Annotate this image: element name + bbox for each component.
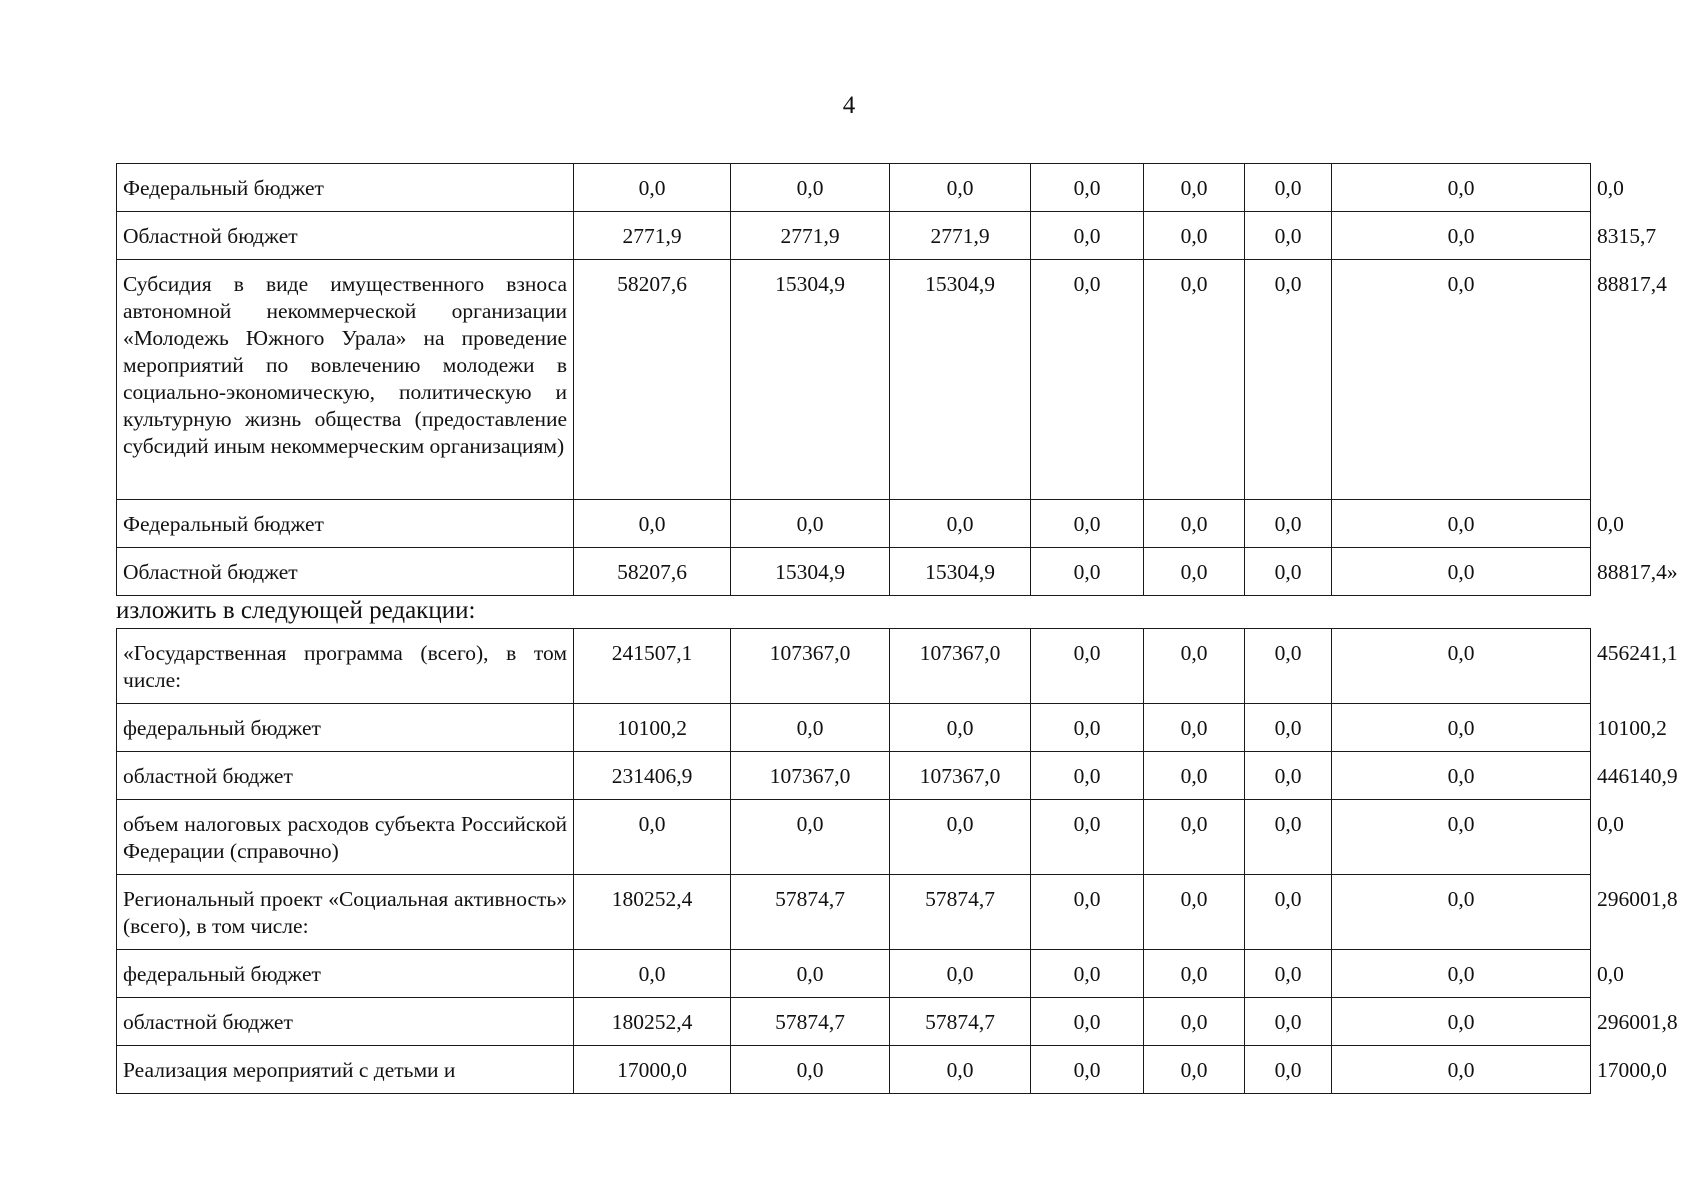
table-row: Областной бюджет 2771,9 2771,9 2771,9 0,0 0,0 0,0 0,0 8315,7 [117, 212, 1591, 260]
value-cell: 15304,9 [731, 548, 890, 596]
value-cell: 0,0 [1332, 164, 1591, 212]
value-cell: 231406,9 [574, 752, 731, 800]
value-cell: 10100,2 [574, 704, 731, 752]
value-cell: 0,0 [1245, 704, 1332, 752]
value-cell: 0,0 [1144, 629, 1245, 704]
value-cell: 180252,4 [574, 998, 731, 1046]
table-row: объем налоговых расходов субъекта Российской Федерации (справочно) 0,0 0,0 0,0 0,0 0,0 0,0 0,0 0,0 [117, 800, 1591, 875]
row-label: объем налоговых расходов субъекта Российской Федерации (справочно) [117, 800, 574, 875]
value-cell: 0,0 [1144, 875, 1245, 950]
value-cell: 57874,7 [890, 875, 1031, 950]
value-cell: 0,0 [1245, 164, 1332, 212]
value-cell: 0,0 [1031, 1046, 1144, 1094]
table-row: федеральный бюджет 0,0 0,0 0,0 0,0 0,0 0,0 0,0 0,0 [117, 950, 1591, 998]
table-row: федеральный бюджет 10100,2 0,0 0,0 0,0 0,0 0,0 0,0 10100,2 [117, 704, 1591, 752]
value-cell: 107367,0 [890, 752, 1031, 800]
value-cell: 0,0 [1031, 212, 1144, 260]
value-cell: 0,0 [1144, 1046, 1245, 1094]
value-cell: 0,0 [731, 704, 890, 752]
value-cell: 57874,7 [731, 998, 890, 1046]
row-label: областной бюджет [117, 998, 574, 1046]
value-cell: 107367,0 [890, 629, 1031, 704]
value-cell: 0,0 [1031, 260, 1144, 500]
value-cell: 0,0 [890, 1046, 1031, 1094]
value-cell: 0,0 [731, 1046, 890, 1094]
value-cell: 0,0 [890, 950, 1031, 998]
value-cell: 0,0 [1031, 875, 1144, 950]
value-cell: 0,0 [574, 164, 731, 212]
value-cell: 0,0 [1332, 800, 1591, 875]
value-cell: 0,0 [1144, 212, 1245, 260]
value-cell: 0,0 [1245, 629, 1332, 704]
row-label: федеральный бюджет [117, 950, 574, 998]
value-cell: 0,0 [1031, 704, 1144, 752]
value-cell: 0,0 [1031, 164, 1144, 212]
value-cell: 0,0 [1144, 164, 1245, 212]
value-cell: 107367,0 [731, 629, 890, 704]
row-label: Областной бюджет [117, 548, 574, 596]
value-cell: 0,0 [1245, 1046, 1332, 1094]
value-cell: 0,0 [890, 164, 1031, 212]
budget-table-new [116, 628, 1678, 1094]
value-cell: 0,0 [1245, 950, 1332, 998]
value-cell: 0,0 [1245, 752, 1332, 800]
table-row: Реализация мероприятий с детьми и 17000,0 0,0 0,0 0,0 0,0 0,0 0,0 17000,0 [117, 1046, 1591, 1094]
value-cell: 0,0 [1144, 704, 1245, 752]
row-label: Субсидия в виде имущественного взноса автономной некоммерческой организации «Молодежь Южного Урала» на проведение мероприятий по вовлечению молодежи в социально-экономическую, политическую и культурную жизнь общества (предоставление субсидий иным некоммерческим организациям) [117, 260, 574, 500]
value-cell: 0,0 [1144, 950, 1245, 998]
value-cell: 2771,9 [574, 212, 731, 260]
value-cell: 0,0 [1332, 629, 1591, 704]
value-cell: 0,0 [1332, 950, 1591, 998]
value-cell: 0,0 [890, 800, 1031, 875]
table-row: Региональный проект «Социальная активность» (всего), в том числе: 180252,4 57874,7 57874,7 0,0 0,0 0,0 0,0 296001,8 [117, 875, 1591, 950]
table-row: Федеральный бюджет 0,0 0,0 0,0 0,0 0,0 0,0 0,0 0,0 [117, 500, 1591, 548]
value-cell: 0,0 [1031, 950, 1144, 998]
value-cell: 0,0 [1031, 800, 1144, 875]
value-cell: 0,0 [1245, 260, 1332, 500]
value-cell: 0,0 [1245, 212, 1332, 260]
value-cell: 2771,9 [890, 212, 1031, 260]
value-cell: 0,0 [574, 800, 731, 875]
value-cell: 0,0 [1031, 998, 1144, 1046]
value-cell: 0,0 [1332, 260, 1591, 500]
value-cell: 0,0 [1332, 500, 1591, 548]
value-cell: 0,0 [1031, 548, 1144, 596]
budget-table-old [116, 163, 1678, 596]
value-cell: 15304,9 [731, 260, 890, 500]
value-cell: 0,0 [1031, 629, 1144, 704]
value-cell: 0,0 [1144, 998, 1245, 1046]
value-cell: 0,0 [1245, 500, 1332, 548]
table-row: областной бюджет 180252,4 57874,7 57874,7 0,0 0,0 0,0 0,0 296001,8 [117, 998, 1591, 1046]
table-row: Федеральный бюджет 0,0 0,0 0,0 0,0 0,0 0,0 0,0 0,0 [117, 164, 1591, 212]
row-label: Реализация мероприятий с детьми и [117, 1046, 574, 1094]
value-cell: 180252,4 [574, 875, 731, 950]
value-cell: 0,0 [1245, 548, 1332, 596]
row-label: Федеральный бюджет [117, 164, 574, 212]
value-cell: 0,0 [1332, 1046, 1591, 1094]
value-cell: 0,0 [1245, 998, 1332, 1046]
value-cell: 0,0 [574, 950, 731, 998]
value-cell: 58207,6 [574, 548, 731, 596]
value-cell: 0,0 [1144, 800, 1245, 875]
row-label: Областной бюджет [117, 212, 574, 260]
value-cell: 15304,9 [890, 260, 1031, 500]
row-label: областной бюджет [117, 752, 574, 800]
value-cell: 0,0 [1332, 752, 1591, 800]
value-cell: 0,0 [731, 500, 890, 548]
value-cell: 241507,1 [574, 629, 731, 704]
table-row: Субсидия в виде имущественного взноса автономной некоммерческой организации «Молодежь Южного Урала» на проведение мероприятий по вовлечению молодежи в социально-экономическую, политическую и культурную жизнь общества (предоставление субсидий иным некоммерческим организациям) 58207,6 15304,9 15304,9 0,0 0,0 0,0 0,0 88817,4 [117, 260, 1591, 500]
budget-table-new-body [117, 629, 1678, 1094]
amendment-instruction-text: изложить в следующей редакции: [116, 597, 476, 624]
value-cell: 107367,0 [731, 752, 890, 800]
value-cell: 17000,0 [574, 1046, 731, 1094]
row-label: федеральный бюджет [117, 704, 574, 752]
value-cell: 15304,9 [890, 548, 1031, 596]
value-cell: 0,0 [574, 500, 731, 548]
value-cell: 0,0 [731, 950, 890, 998]
value-cell: 0,0 [1332, 548, 1591, 596]
value-cell: 0,0 [1031, 500, 1144, 548]
row-label: Федеральный бюджет [117, 500, 574, 548]
value-cell: 0,0 [731, 800, 890, 875]
value-cell: 57874,7 [890, 998, 1031, 1046]
page-number: 4 [842, 92, 856, 119]
value-cell: 0,0 [1332, 212, 1591, 260]
row-label: «Государственная программа (всего), в том числе: [117, 629, 574, 704]
table-row: Областной бюджет 58207,6 15304,9 15304,9 0,0 0,0 0,0 0,0 88817,4» [117, 548, 1591, 596]
value-cell: 0,0 [1144, 500, 1245, 548]
value-cell: 0,0 [1144, 548, 1245, 596]
value-cell: 0,0 [890, 704, 1031, 752]
value-cell: 0,0 [1332, 998, 1591, 1046]
value-cell: 0,0 [890, 500, 1031, 548]
value-cell: 58207,6 [574, 260, 731, 500]
value-cell: 0,0 [1144, 752, 1245, 800]
value-cell: 0,0 [1031, 752, 1144, 800]
value-cell: 0,0 [1245, 800, 1332, 875]
row-label: Региональный проект «Социальная активность» (всего), в том числе: [117, 875, 574, 950]
value-cell: 0,0 [731, 164, 890, 212]
value-cell: 0,0 [1332, 875, 1591, 950]
value-cell: 0,0 [1332, 704, 1591, 752]
value-cell: 57874,7 [731, 875, 890, 950]
table-row: областной бюджет 231406,9 107367,0 107367,0 0,0 0,0 0,0 0,0 446140,9 [117, 752, 1591, 800]
value-cell: 0,0 [1144, 260, 1245, 500]
table-row: «Государственная программа (всего), в том числе: 241507,1 107367,0 107367,0 0,0 0,0 0,0 0,0 456241,1 [117, 629, 1591, 704]
value-cell: 0,0 [1245, 875, 1332, 950]
budget-table-old-body [117, 164, 1678, 596]
value-cell: 2771,9 [731, 212, 890, 260]
